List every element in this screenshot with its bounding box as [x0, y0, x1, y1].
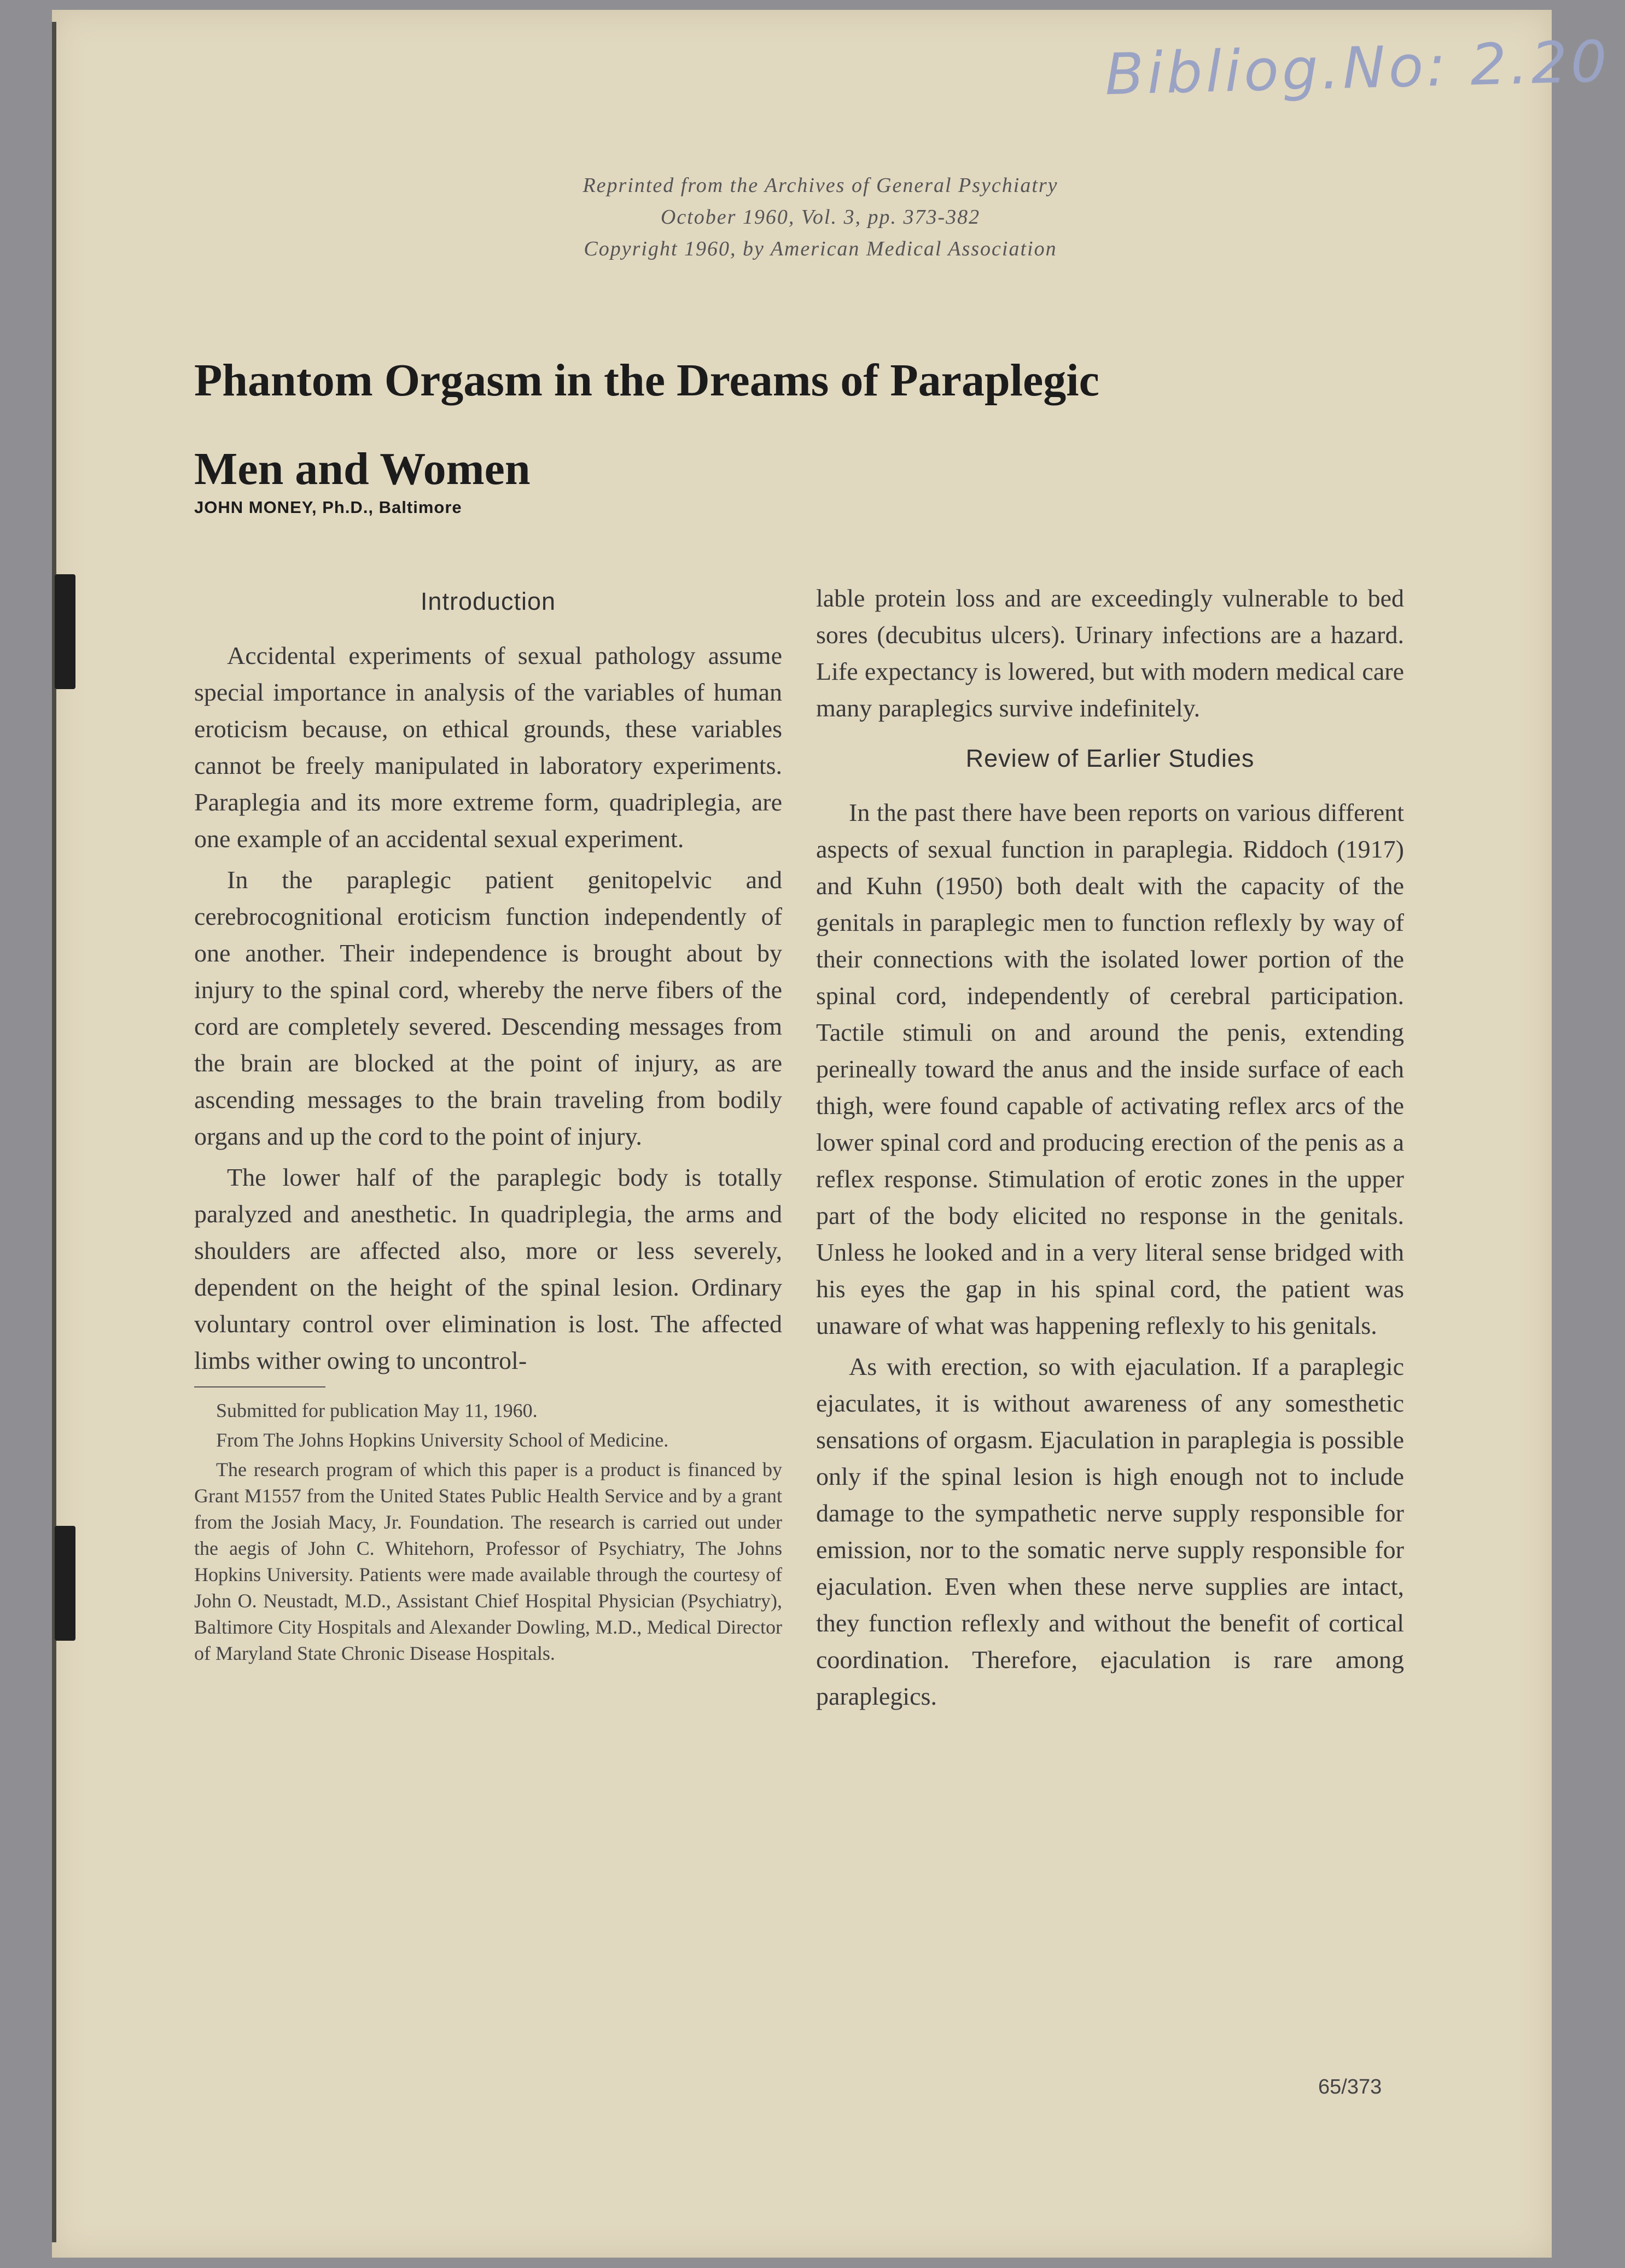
footnote-divider: [194, 1386, 325, 1387]
paragraph: As with erection, so with ejaculation. If a paraplegic ejaculates, it is without awareness of any somesthetic sensations of orgasm. Ejaculation in paraplegia is possible only if the spinal lesion is high enough not to include damage to the sympathetic nerve supply responsible for emission, nor to the somatic nerve supply responsible for ejaculation. Even when these nerve supplies are intact, they function reflexly and without the benefit of cortical coordination. Therefore, ejaculation is rare among paraplegics.: [816, 1352, 1404, 1710]
reprint-notice: [383, 170, 1258, 265]
reprint-issue: October 1960, Vol. 3, pp. 373-382: [660, 206, 981, 229]
paragraph: In the paraplegic patient genitopelvic and cerebrocognitional eroticism function independently of one another. Their independence is brought about by injury to the spinal cord, whereby the nerve fibers of the cord are completely severed. Descending messages from the brain are blocked at the point of injury, as are ascending messages to the brain traveling from bodily organs and up the cord to the point of injury.: [194, 866, 782, 1150]
footnote-funding: The research program of which this paper is a product is financed by Grant M1557 from the United States Public Health Service and by a grant from the Josiah Macy, Jr. Foundation. The research is carried out under the aegis of John C. Whitehorn, Professor of Psychiatry, The Johns Hopkins University. Patients were made available through the courtesy of John O. Neustadt, M.D., Assistant Chief Hospital Physician (Psychiatry), Baltimore City Hospitals and Alexander Dowling, M.D., Medical Director of Maryland State Chronic Disease Hospitals.: [194, 1459, 782, 1664]
title-line-1: Phantom Orgasm in the Dreams of Paraplegic: [194, 355, 1099, 406]
article-title: [194, 336, 1397, 514]
handwritten-bibliography-note: Bibliog.No: 2.20: [1104, 28, 1611, 108]
paragraph-continuation: lable protein loss and are exceedingly vulnerable to bed sores (decubitus ulcers). Urinary infections are a hazard. Life expectancy is lowered, but with modern medical care many paraplegics survive indefinitely.: [816, 584, 1404, 722]
binder-clip-bottom: [55, 1526, 75, 1641]
paragraph: The lower half of the paraplegic body is totally paralyzed and anesthetic. In quadriplegia, the arms and shoulders are affected also, more or less severely, dependent on the height of the spinal lesion. Ordinary voluntary control over elimination is lost. The affected limbs wither owing to uncontrol-: [194, 1163, 782, 1374]
footnote-submitted: Submitted for publication May 11, 1960.: [216, 1400, 538, 1421]
right-column: [816, 580, 1404, 1719]
paragraph: In the past there have been reports on various different aspects of sexual function in paraplegia. Riddoch (1917) and Kuhn (1950) both dealt with the capacity of the genitals in paraplegic men to function reflexly by way of their connections with the isolated lower portion of the spinal cord, independently of cerebral participation. Tactile stimuli on and around the penis, extending perineally toward the anus and the inside surface of each thigh, were found capable of activating reflex arcs of the lower spinal cord and producing erection of the penis as a reflex response. Stimulation of erotic zones in the upper part of the body elicited no response in the genitals. Unless he looked and in a very literal sense bridged with his eyes the gap in his spinal cord, the patient was unaware of what was happening reflexly to his genitals.: [816, 798, 1404, 1339]
section-heading-review: Review of Earlier Studies: [965, 744, 1255, 772]
section-heading-introduction: Introduction: [420, 587, 556, 615]
paragraph: Accidental experiments of sexual pathology assume special importance in analysis of the variables of human eroticism because, on ethical grounds, these variables cannot be freely manipulated in laboratory experiments. Paraplegia and its more extreme form, quadriplegia, are one example of an accidental sexual experiment.: [194, 642, 782, 853]
reprint-source: Reprinted from the Archives of General Psychiatry: [583, 174, 1058, 197]
binding-edge: [52, 22, 56, 2242]
binder-clip-top: [55, 574, 75, 689]
title-line-2: Men and Women: [194, 444, 531, 494]
author-byline: JOHN MONEY, Ph.D., Baltimore: [194, 498, 462, 517]
footnote-affiliation: From The Johns Hopkins University School of Medicine.: [216, 1429, 669, 1451]
reprint-copyright: Copyright 1960, by American Medical Association: [584, 237, 1057, 260]
left-column: [194, 580, 782, 1670]
page-number: 65/373: [1318, 2075, 1382, 2098]
